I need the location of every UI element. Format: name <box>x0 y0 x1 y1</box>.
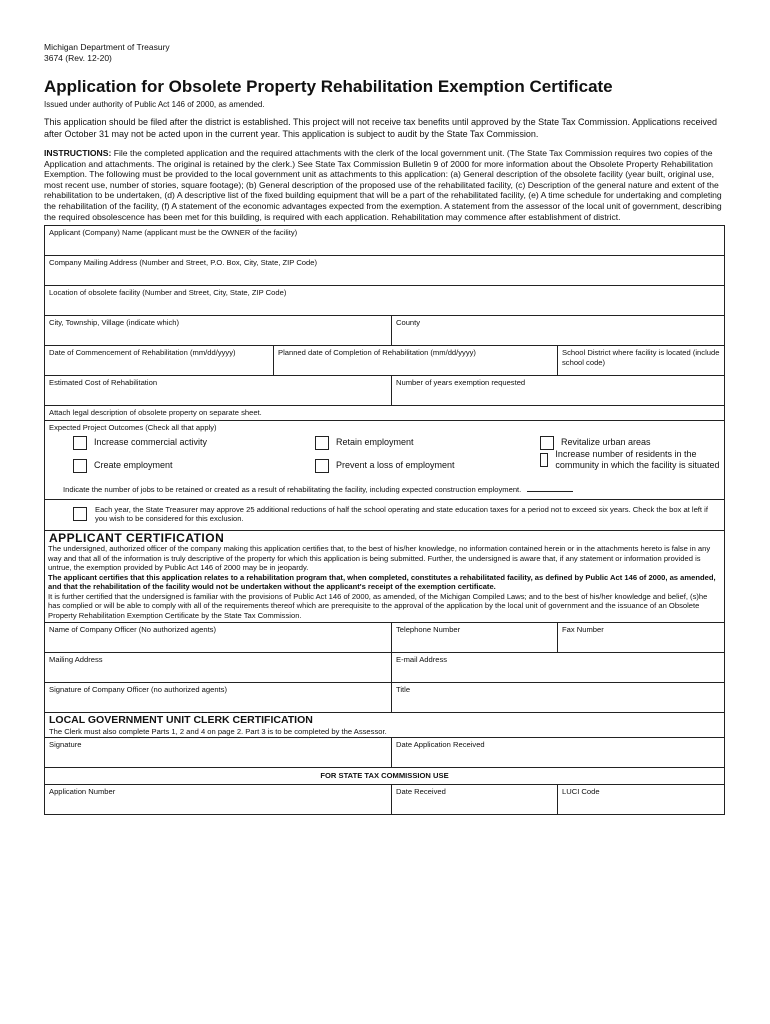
outcome-create-employment[interactable]: Create employment <box>73 459 173 473</box>
clerk-certification-title: LOCAL GOVERNMENT UNIT CLERK CERTIFICATION <box>49 714 313 727</box>
instructions-label: INSTRUCTIONS: <box>44 148 112 158</box>
checkbox[interactable] <box>540 436 554 450</box>
clerk-certification-header <box>45 713 725 738</box>
telephone-field[interactable]: Telephone Number <box>392 623 558 653</box>
jobs-count-field[interactable] <box>527 491 573 492</box>
outcomes-label: Expected Project Outcomes (Check all that apply) <box>49 422 217 432</box>
stc-use-title: FOR STATE TAX COMMISSION USE <box>45 768 725 785</box>
city-field[interactable]: City, Township, Village (indicate which) <box>45 316 392 346</box>
checkbox[interactable] <box>315 436 329 450</box>
instructions-text: File the completed application and the required attachments with the clerk of the local government unit. (The State Tax Commission requires two copies of the Application and attachments. The original is retained by the clerk.) See State Tax Commission Bulletin 9 of 2000 for more information about the Obsolete Property Rehabilitation Exemption. The following must be provided to the local government unit as attachments to this application: (a) General description of the obsolete facility (year built, original use, most recent use, number of stories, square footage); (b) General description of the proposed use of the rehabilitated facility, (c) Description of the general nature and extent of the rehabilitation to be undertaken, (d) A descriptive list of the fixed building equipment that will be a part of the rehabilitated facility, (e) A time schedule for undertaking and completing the rehabilitation of the facility, (f) A statement of the economic advantages expected from the exemption. A statement from the assessor of the local unit of government, describing the required obsolescence has been met for this building, is required with each application. Rehabilitation may commence after establishment of district. <box>44 148 722 222</box>
county-field[interactable]: County <box>392 316 725 346</box>
outcome-increase-commercial[interactable]: Increase commercial activity <box>73 436 207 450</box>
stc-date-received-field[interactable]: Date Received <box>392 784 558 814</box>
luci-code-field[interactable]: LUCI Code <box>558 784 725 814</box>
outcome-retain-employment[interactable]: Retain employment <box>315 436 414 450</box>
outcome-prevent-loss[interactable]: Prevent a loss of employment <box>315 459 455 473</box>
mailing-address-field[interactable]: Company Mailing Address (Number and Street, P.O. Box, City, State, ZIP Code) <box>45 256 725 286</box>
officer-signature-field[interactable]: Signature of Company Officer (no authorized agents) <box>45 683 392 713</box>
expected-outcomes <box>45 420 725 499</box>
facility-location-field[interactable]: Location of obsolete facility (Number and Street, City, State, ZIP Code) <box>45 286 725 316</box>
commencement-date-field[interactable]: Date of Commencement of Rehabilitation (mm/dd/yyyy) <box>45 346 274 376</box>
applicant-certification-title: APPLICANT CERTIFICATION <box>45 530 725 544</box>
legal-description-note: Attach legal description of obsolete property on separate sheet. <box>45 406 725 421</box>
instructions <box>44 148 724 222</box>
officer-title-field[interactable]: Title <box>392 683 725 713</box>
clerk-signature-field[interactable]: Signature <box>45 738 392 768</box>
fax-field[interactable]: Fax Number <box>558 623 725 653</box>
form-number: 3674 (Rev. 12-20) <box>44 52 112 63</box>
completion-date-field[interactable]: Planned date of Completion of Rehabilitation (mm/dd/yyyy) <box>274 346 558 376</box>
email-field[interactable]: E-mail Address <box>392 653 725 683</box>
page-title: Application for Obsolete Property Rehabilitation Exemption Certificate <box>44 77 613 96</box>
school-district-field[interactable]: School District where facility is located (include school code) <box>558 346 725 376</box>
officer-mailing-field[interactable]: Mailing Address <box>45 653 392 683</box>
officer-name-field[interactable]: Name of Company Officer (No authorized agents) <box>45 623 392 653</box>
estimated-cost-field[interactable]: Estimated Cost of Rehabilitation <box>45 376 392 406</box>
jobs-note: Indicate the number of jobs to be retained or created as a result of rehabilitating the facility, including expected construction employment. <box>63 485 573 495</box>
school-tax-exclusion <box>45 499 725 530</box>
form-page <box>44 42 724 815</box>
applicant-certification-text: The undersigned, authorized officer of the company making this application certifies that, to the best of his/her knowledge, no information contained herein or in the attachments hereto is false in any way and that all of the information is truly descriptive of the property for which this application is being submitted. Further, the undersigned is aware that, if any statement or information provided is untrue, the exemption provided by Public Act 146 of 2000 may be in jeopardy. The applicant certifies that this application relates to a rehabilitation program that, when completed, constitutes a rehabilitated facility, as defined by Public Act 146 of 2000, as amended, and that the rehabilitation of the facility would not be undertaken without the applicant's receipt of the exemption certificate. It is further certified that the undersigned is familiar with the provisions of Public Act 146 of 2000, as amended, of the Michigan Compiled Laws; and to the best of his/her knowledge and belief, (s)he has complied or will be able to comply with all of the requirements thereof which are prerequisite to the approval of the application by the local unit of government and the issuance of an Obsolete Property Rehabilitation Exemption Certificate by the State Tax Commission. <box>45 544 725 623</box>
checkbox[interactable] <box>315 459 329 473</box>
agency-name: Michigan Department of Treasury <box>44 42 170 52</box>
checkbox[interactable] <box>540 453 548 467</box>
issued-authority: Issued under authority of Public Act 146 of 2000, as amended. <box>44 100 265 109</box>
checkbox[interactable] <box>73 436 87 450</box>
exclusion-text: Each year, the State Treasurer may approve 25 additional reductions of half the school operating and state education taxes for a period not to exceed six years. Check the box at left if you wish to be considered for this exclusion. <box>95 504 708 524</box>
intro-text: This application should be filed after the district is established. This project will not receive tax benefits until approved by the State Tax Commission. Applications received after October 31 may not be acted upon in the current year. This application is subject to audit by the State Tax Commission. <box>44 117 718 139</box>
applicant-name-field[interactable]: Applicant (Company) Name (applicant must be the OWNER of the facility) <box>45 226 725 256</box>
years-requested-field[interactable]: Number of years exemption requested <box>392 376 725 406</box>
exclusion-checkbox[interactable] <box>73 507 87 521</box>
application-form <box>44 225 725 815</box>
checkbox[interactable] <box>73 459 87 473</box>
application-number-field[interactable]: Application Number <box>45 784 392 814</box>
date-application-received-field[interactable]: Date Application Received <box>392 738 725 768</box>
outcome-increase-residents[interactable]: Increase number of residents in the community in which the facility is situated <box>540 449 720 472</box>
clerk-note: The Clerk must also complete Parts 1, 2 and 4 on page 2. Part 3 is to be completed by the Assessor. <box>49 726 387 736</box>
outcome-revitalize-urban[interactable]: Revitalize urban areas <box>540 436 651 450</box>
